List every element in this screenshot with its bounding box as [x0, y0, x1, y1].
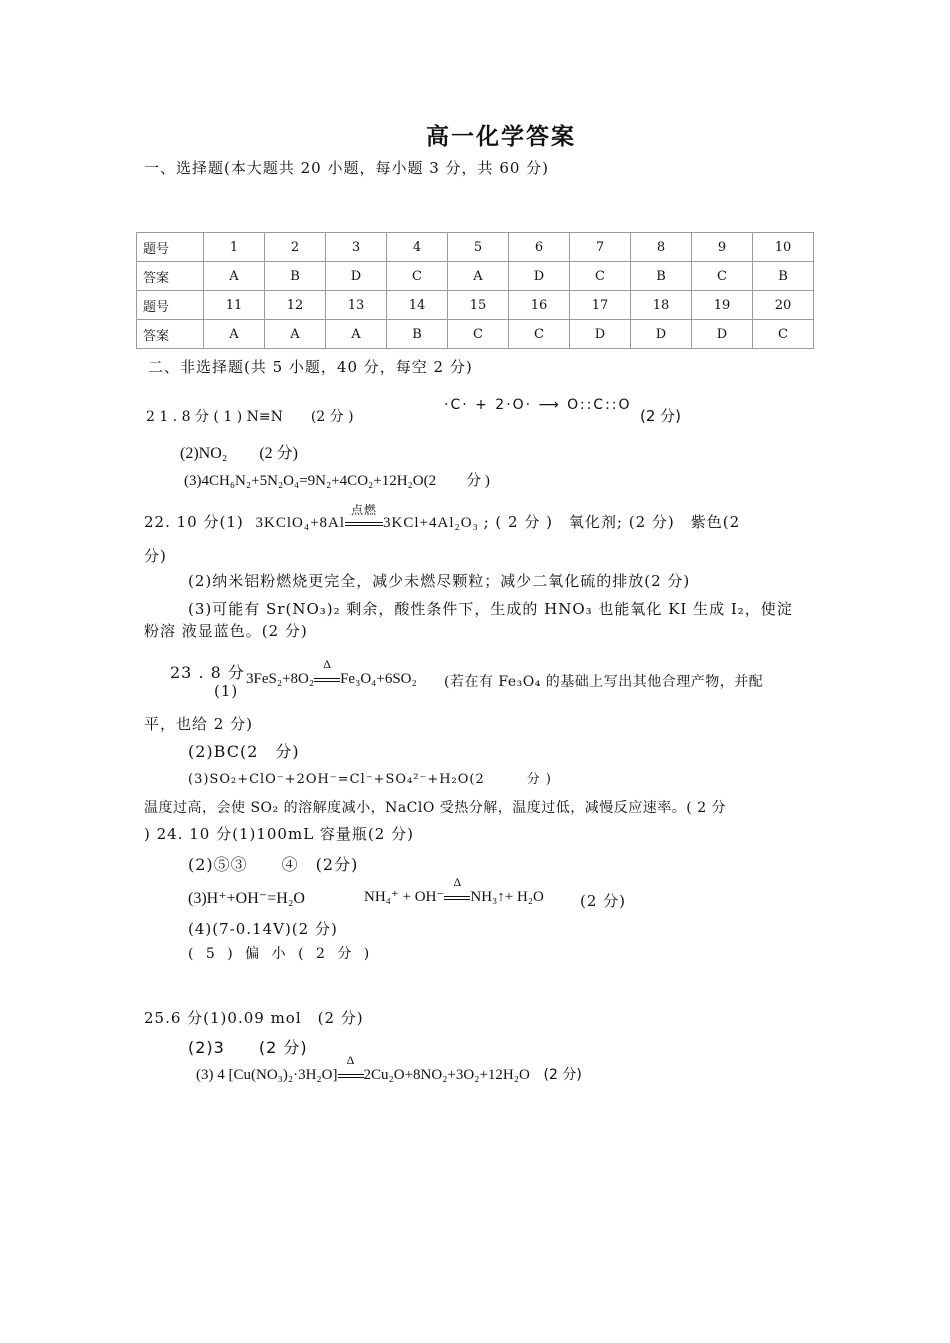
table-cell: C — [509, 320, 570, 349]
table-cell: D — [570, 320, 631, 349]
q24-eq-condition-label: Δ — [453, 875, 462, 889]
table-row — [137, 291, 814, 320]
table-cell: C — [387, 262, 448, 291]
table-cell: 2 — [265, 233, 326, 262]
q25-line2: (2)3 (2 分) — [188, 1038, 308, 1057]
section-heading-nonchoice: 二、非选择题(共 5 小题，40 分，每空 2 分) — [148, 358, 473, 376]
q22-eq-condition — [345, 503, 383, 532]
q24-equation — [364, 875, 544, 906]
table-cell: 8 — [631, 233, 692, 262]
q23-eq-left: 3FeS₂+8O₂ — [246, 671, 315, 687]
table-row — [137, 233, 814, 262]
table-cell: C — [692, 262, 753, 291]
q24-line3-a: (3)H⁺+OH⁻=H₂O — [188, 890, 305, 907]
table-cell: 11 — [204, 291, 265, 320]
q23-equation — [246, 657, 417, 688]
table-cell: B — [265, 262, 326, 291]
section-heading-choice: 一、选择题(本大题共 20 小题，每小题 3 分，共 60 分) — [144, 159, 550, 177]
table-cell: B — [387, 320, 448, 349]
q23-eq-condition — [314, 657, 340, 688]
q22-eq-right: 3KCl+4Al₂O₃ — [383, 515, 479, 531]
table-row — [137, 262, 814, 291]
q21-score: (2 分) — [640, 407, 682, 425]
table-cell: C — [753, 320, 814, 349]
table-cell: A — [204, 262, 265, 291]
q25-line1: 25.6 分(1)0.09 mol (2 分) — [144, 1009, 364, 1027]
q22-line3-cont: 粉溶 液显蓝色。(2 分) — [144, 622, 308, 640]
q24-eq-right: NH₃↑+ H₂O — [470, 889, 544, 905]
q23-line2: (2)BC(2 分) — [188, 742, 300, 761]
q22-line3: (3)可能有 Sr(NO₃)₂ 剩余，酸性条件下，生成的 HNO₃ 也能氧化 KI 生成 I₂，使淀 — [188, 600, 793, 618]
table-cell: 20 — [753, 291, 814, 320]
q24-eq-left: NH₄⁺ + OH⁻ — [364, 889, 445, 905]
table-cell: B — [753, 262, 814, 291]
table-cell: 10 — [753, 233, 814, 262]
q22-suffix: ; ( 2 分 ) 氧化剂; (2 分) 紫色(2 — [483, 513, 741, 531]
table-cell: 12 — [265, 291, 326, 320]
table-cell: D — [692, 320, 753, 349]
table-cell: 17 — [570, 291, 631, 320]
q25-line3 — [196, 1053, 582, 1084]
q23-prefix: 23 . 8 分 — [170, 663, 245, 682]
table-cell: A — [204, 320, 265, 349]
q22-line2: (2)纳米铝粉燃烧更完全，减少未燃尽颗粒；减少二氧化硫的排放(2 分) — [188, 572, 691, 590]
table-header-cell: 题号 — [137, 233, 204, 262]
q22-prefix: 22. 10 分(1) — [144, 513, 244, 531]
q21-line3: (3)4CH₆N₂+5N₂O₄=9N₂+4CO₂+12H₂O(2 分 ) — [184, 473, 490, 489]
table-header-cell: 答案 — [137, 262, 204, 291]
table-cell: 7 — [570, 233, 631, 262]
table-cell: 18 — [631, 291, 692, 320]
table-cell: D — [631, 320, 692, 349]
answer-table — [136, 232, 814, 349]
table-cell: 9 — [692, 233, 753, 262]
table-cell: 14 — [387, 291, 448, 320]
table-row — [137, 320, 814, 349]
q22-equation — [255, 503, 484, 531]
table-cell: A — [326, 320, 387, 349]
q25-eq-right: 2Cu₂O+8NO₂+3O₂+12H₂O — [363, 1067, 530, 1083]
q23-prefix-sub: (1) — [214, 682, 239, 700]
q23-note-cont: 平，也给 2 分) — [144, 715, 253, 733]
q23-note: (若在有 Fe₃O₄ 的基础上写出其他合理产物，并配 — [444, 674, 764, 690]
q22-eq-condition-label: 点燃 — [351, 503, 378, 517]
table-cell: 4 — [387, 233, 448, 262]
q24-line2: (2)⑤③ ④ (2分) — [188, 855, 359, 874]
q21-lewis-equation: ·C· + 2·O· ⟶ O::C::O — [444, 397, 632, 413]
q23-line3: (3)SO₂+ClO⁻+2OH⁻=Cl⁻+SO₄²⁻+H₂O(2 分 ) — [188, 772, 552, 787]
q25-eq-left: (3) 4 [Cu(NO₃)₂·3H₂O] — [196, 1067, 338, 1083]
table-cell: 19 — [692, 291, 753, 320]
q23-eq-condition-label: Δ — [323, 657, 331, 671]
q25-eq-condition — [338, 1053, 364, 1084]
table-cell: 16 — [509, 291, 570, 320]
q24-line3-score: (2 分) — [580, 892, 627, 910]
q25-line3-score: (2 分) — [543, 1067, 582, 1083]
table-cell: 1 — [204, 233, 265, 262]
table-cell: 15 — [448, 291, 509, 320]
table-header-cell: 答案 — [137, 320, 204, 349]
table-cell: 5 — [448, 233, 509, 262]
q22-eq-left: 3KClO₄+8Al — [255, 515, 346, 531]
q24-eq-condition — [444, 875, 470, 906]
table-cell: A — [265, 320, 326, 349]
q24-line4: (4)(7-0.14V)(2 分) — [188, 920, 338, 938]
q21-line1: 2 1 . 8 分 ( 1 ) N≡N (2 分 ) — [146, 409, 354, 425]
q24-line5: ( 5 ) 偏 小 ( 2 分 ) — [188, 946, 374, 962]
q23-eq-right: Fe₃O₄+6SO₂ — [340, 671, 417, 687]
table-cell: 6 — [509, 233, 570, 262]
table-cell: D — [326, 262, 387, 291]
q23-line4: 温度过高，会使 SO₂ 的溶解度减小，NaClO 受热分解，温度过低，减慢反应速率。( 2 分 — [144, 800, 727, 816]
table-cell: 13 — [326, 291, 387, 320]
q22-line1 — [144, 503, 741, 532]
table-cell: C — [448, 320, 509, 349]
table-cell: B — [631, 262, 692, 291]
table-header-cell: 题号 — [137, 291, 204, 320]
table-cell: A — [448, 262, 509, 291]
table-cell: C — [570, 262, 631, 291]
q22-line1-cont: 分) — [144, 547, 167, 565]
q21-line2: (2)NO₂ (2 分) — [180, 445, 299, 462]
q25-eq-condition-label: Δ — [346, 1053, 355, 1067]
table-cell: 3 — [326, 233, 387, 262]
q24-line1: ) 24. 10 分(1)100mL 容量瓶(2 分) — [144, 825, 414, 843]
page-title: 高一化学答案 — [426, 123, 576, 150]
table-cell: D — [509, 262, 570, 291]
